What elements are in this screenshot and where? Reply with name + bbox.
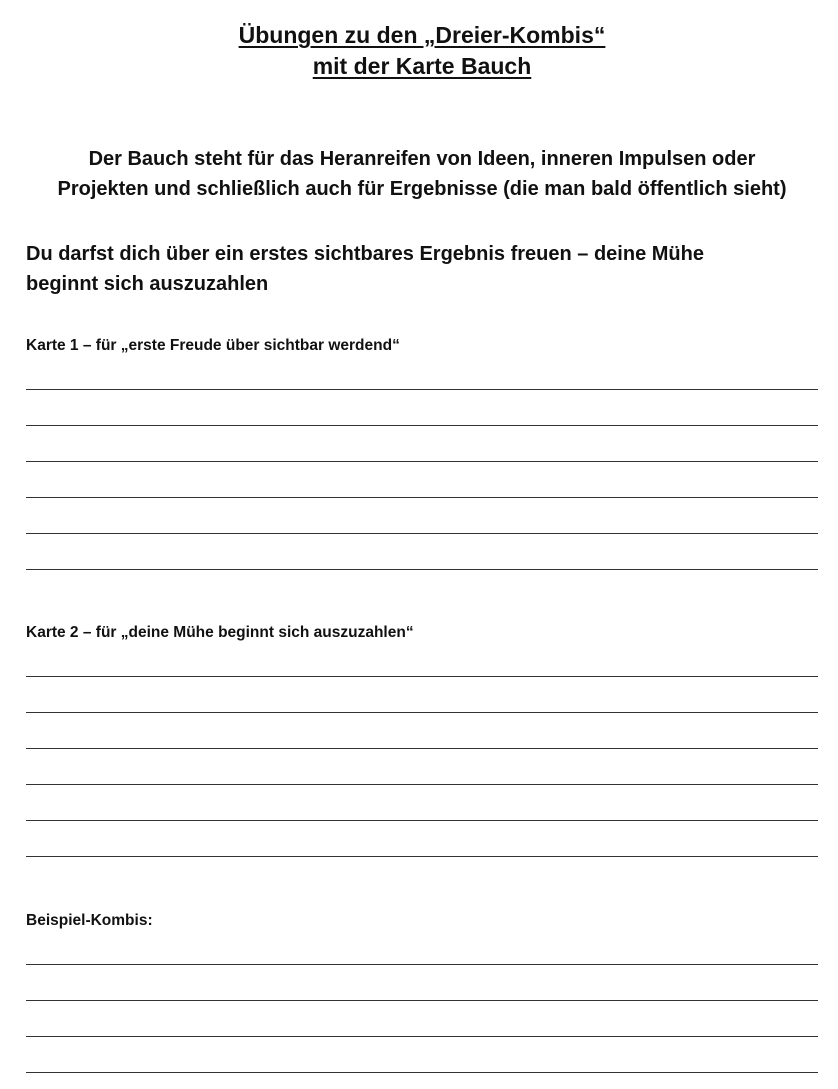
- writing-line[interactable]: [26, 964, 818, 965]
- writing-line[interactable]: [26, 856, 818, 857]
- writing-line[interactable]: [26, 533, 818, 534]
- lead-text-line-1: Du darfst dich über ein erstes sichtbares Ergebnis freuen – deine Mühe: [26, 243, 704, 265]
- page-title-line-2: mit der Karte Bauch: [312, 53, 532, 79]
- writing-line[interactable]: [26, 1000, 818, 1001]
- writing-line[interactable]: [26, 425, 818, 426]
- writing-line[interactable]: [26, 820, 818, 821]
- intro-text: [0, 144, 838, 204]
- writing-line[interactable]: [26, 712, 818, 713]
- intro-text-line-1: Der Bauch steht für das Heranreifen von Ideen, inneren Impulsen oder: [88, 148, 756, 170]
- writing-line[interactable]: [26, 497, 818, 498]
- writing-line[interactable]: [26, 1072, 818, 1073]
- writing-line[interactable]: [26, 461, 818, 462]
- section-label-beispiel-kombis: Beispiel-Kombis:: [26, 912, 153, 929]
- page-title: [0, 20, 838, 82]
- writing-line[interactable]: [26, 784, 818, 785]
- page-title-line-1: Übungen zu den „Dreier-Kombis“: [238, 22, 606, 48]
- section-label-karte-2: Karte 2 – für „deine Mühe beginnt sich auszuzahlen“: [26, 624, 414, 641]
- intro-text-line-2: Projekten und schließlich auch für Ergebnisse (die man bald öffentlich sieht): [57, 178, 787, 200]
- writing-line[interactable]: [26, 676, 818, 677]
- lead-text: [26, 239, 786, 299]
- writing-line[interactable]: [26, 569, 818, 570]
- writing-line[interactable]: [26, 1036, 818, 1037]
- section-label-karte-1: Karte 1 – für „erste Freude über sichtbar werdend“: [26, 337, 400, 354]
- writing-line[interactable]: [26, 389, 818, 390]
- lead-text-line-2: beginnt sich auszuzahlen: [26, 273, 269, 295]
- writing-line[interactable]: [26, 748, 818, 749]
